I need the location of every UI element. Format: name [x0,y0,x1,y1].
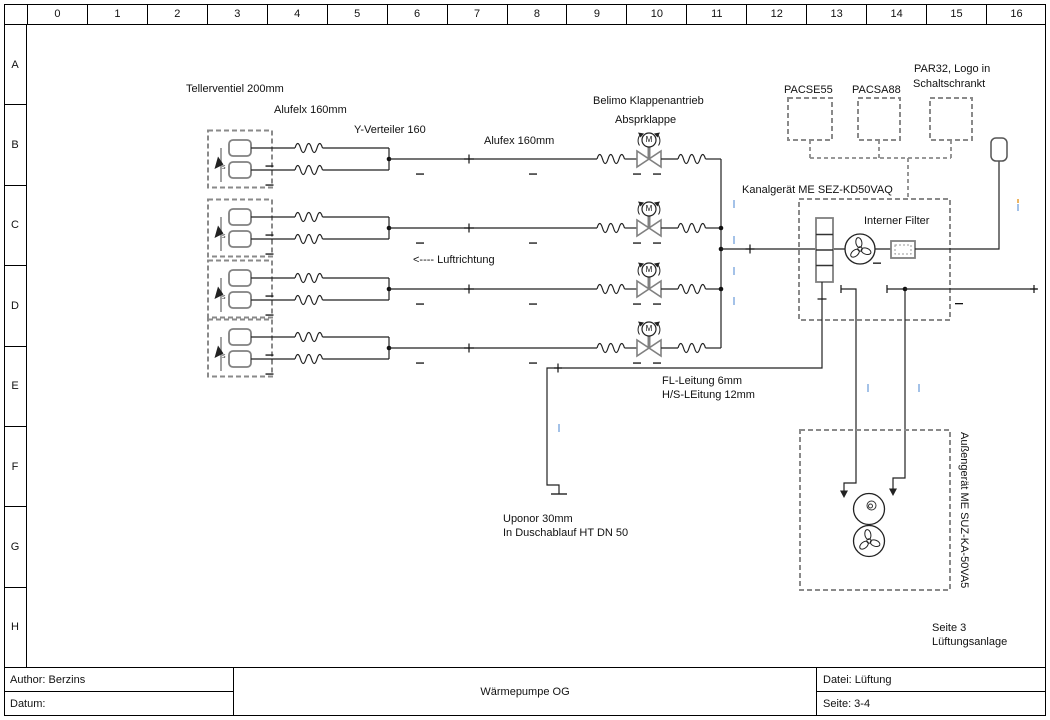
column-header: 8 [507,4,567,24]
label-kanalgeraet[interactable]: Kanalgerät ME SEZ-KD50VAQ [742,184,893,196]
column-header: 13 [806,4,866,24]
compressor-icon [854,494,885,525]
row-header: H [4,587,26,667]
label-uponor-line1[interactable]: Uponor 30mm [503,513,573,525]
damper-motor-label: M [645,265,653,274]
label-seite3-line2[interactable]: Lüftungsanlage [932,636,1008,648]
seite-field[interactable]: Seite: 3-4 [817,691,1046,715]
column-header: 15 [926,4,986,24]
column-header: 16 [986,4,1046,24]
damper-motor-label: M [645,204,653,213]
datei-field[interactable]: Datei: Lüftung [823,673,892,686]
drawing-title[interactable]: Wärmepumpe OG [233,668,817,715]
label-luftrichtung[interactable]: <---- Luftrichtung [413,254,495,266]
valve-s-label: s [222,294,226,301]
column-header: 9 [566,4,626,24]
pacse55-box[interactable] [788,98,832,140]
label-pacsa88[interactable]: PACSA88 [852,84,901,96]
row-header: C [4,185,26,265]
condensate-drain [547,282,827,494]
row-header: E [4,346,26,426]
label-aussengeraet[interactable]: Außengerät ME SUZ-KA-50VA5 [958,432,970,589]
column-header: 2 [147,4,207,24]
column-header: 1 [87,4,147,24]
pacsa88-box[interactable] [858,98,900,140]
row-header: G [4,506,26,586]
valve-s-label: s [222,353,226,360]
datum-field[interactable]: Datum: [4,691,233,715]
row-header: A [11,58,19,71]
column-header: 10 [626,4,686,24]
title-block [4,667,1046,715]
damper-motor-label: M [645,135,653,144]
author-field[interactable]: Author: Berzins [10,673,86,686]
column-header: 4 [267,4,327,24]
column-header: 12 [746,4,806,24]
refrigerant-lines [840,285,1038,498]
label-interner-filter[interactable]: Interner Filter [864,215,930,227]
valve-s-label: s [222,233,226,240]
row-header-column [4,25,27,667]
column-header: 11 [686,4,746,24]
label-fl-leitung-line1[interactable]: FL-Leitung 6mm [662,375,743,387]
row-header: D [4,265,26,345]
column-header: 7 [447,4,507,24]
label-belimo-line2[interactable]: Absprklappe [615,114,677,126]
label-belimo-line1[interactable]: Belimo Klappenantrieb [593,95,704,107]
label-par32-line1[interactable]: PAR32, Logo in [914,63,991,75]
label-y-verteiler[interactable]: Y-Verteiler 160 [354,124,426,136]
column-header: 5 [327,4,387,24]
par32-box[interactable] [930,98,972,140]
label-alufex[interactable]: Alufex 160mm [484,135,555,147]
outlet-duct [915,138,1007,249]
column-header: 6 [387,4,447,24]
column-header: 14 [866,4,926,24]
label-pacse55[interactable]: PACSE55 [784,84,833,96]
label-par32-line2[interactable]: Schaltschrankt [913,78,986,90]
grid-corner-cell [4,4,27,24]
valve-s-label: s [222,164,226,171]
column-header: 0 [27,4,87,24]
outdoor-unit[interactable] [800,430,950,590]
fan-icon [845,234,875,264]
column-header-row [4,4,1046,25]
column-header: 3 [207,4,267,24]
fan-icon [854,526,885,557]
title-block-right [817,668,1046,715]
label-alufelx[interactable]: Alufelx 160mm [274,104,347,116]
damper-motor-label: M [645,324,653,333]
outlet-pill[interactable] [991,138,1007,161]
filter-box [891,241,915,258]
label-uponor-line2[interactable]: In Duschablauf HT DN 50 [503,527,629,539]
label-tellerventiel[interactable]: Tellerventiel 200mm [186,83,284,95]
title-block-left [4,668,233,715]
label-seite3-line1[interactable]: Seite 3 [932,622,967,634]
row-header: B [4,104,26,184]
row-header: F [4,426,26,506]
label-fl-leitung-line2[interactable]: H/S-LEitung 12mm [662,389,755,401]
